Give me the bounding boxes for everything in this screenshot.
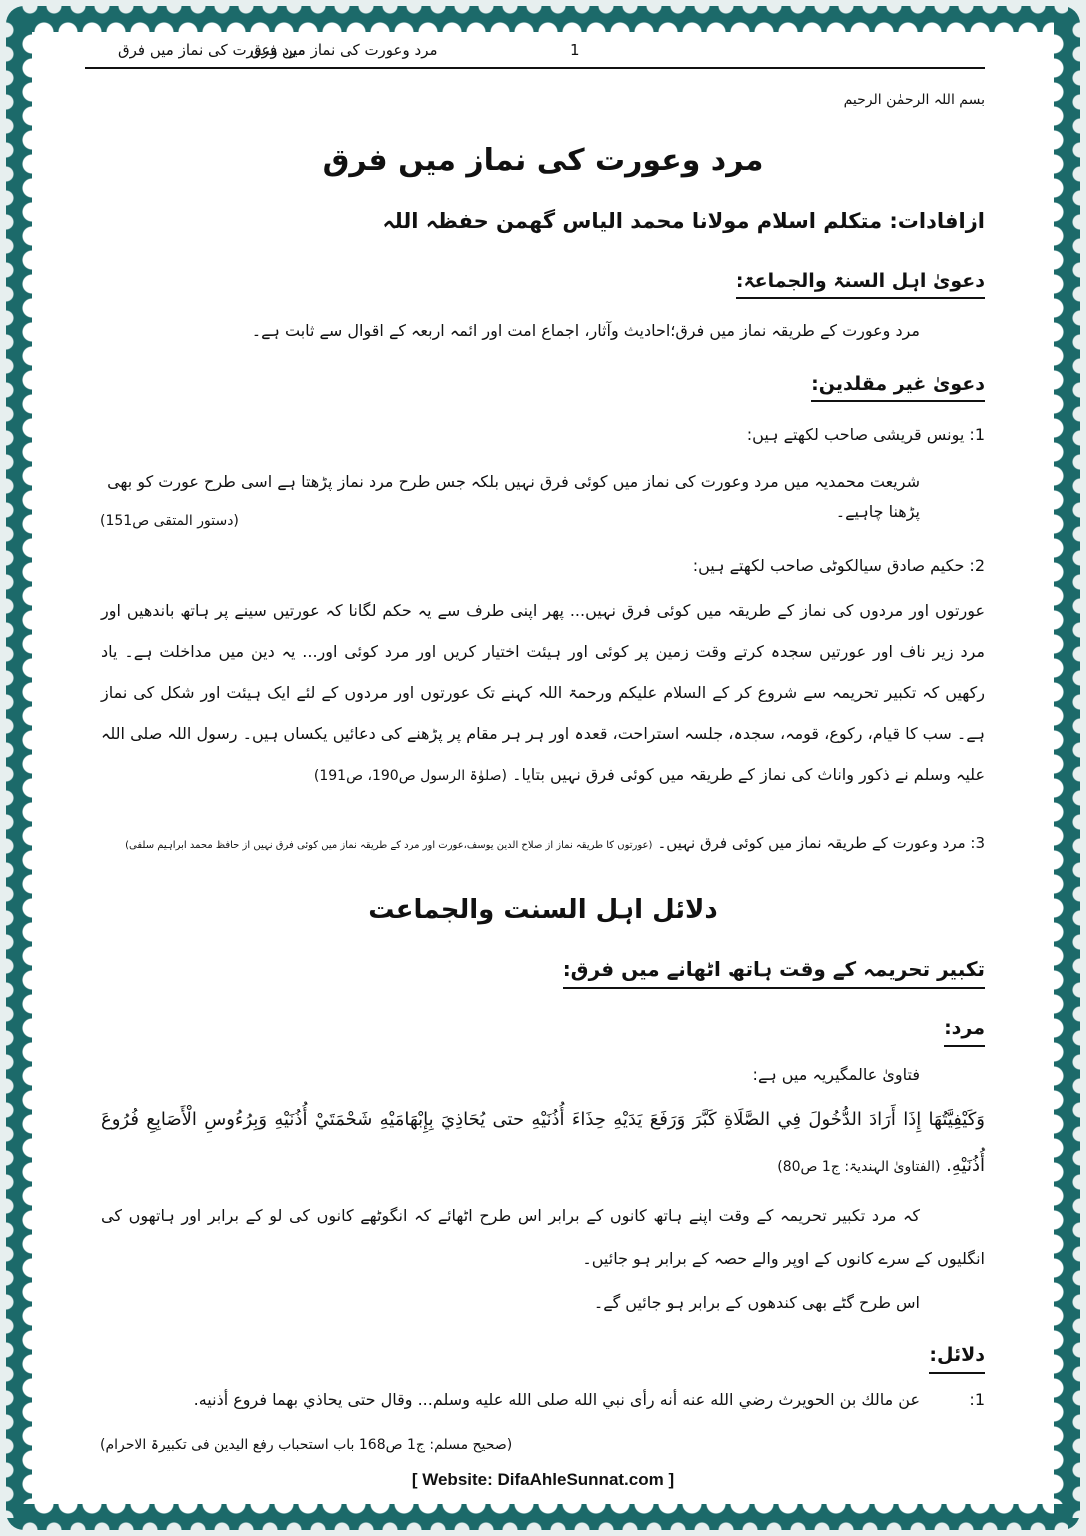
arabic-reference: (الفتاویٰ الہندیۃ: ج1 ص80) [777, 1159, 941, 1175]
proofs-section [929, 1339, 985, 1374]
proof-1-text: عن مالك بن الحويرث رضي الله عنه أنه رأى نبي الله صلى الله عليه وسلم... وقال حتى يحاذي بهما فروع أذنيه. [193, 1390, 920, 1409]
page-title: مرد وعورت کی نماز میں فرق [322, 143, 764, 178]
header-rule [85, 67, 985, 69]
header-title-left: مرد وعورت کی نماز میں فرق [118, 41, 306, 59]
author-line: ازافادات: متکلم اسلام مولانا محمد الیاس گھمن حفظہ اللہ [382, 209, 985, 233]
item-3-line [95, 832, 985, 857]
item-2-reference: (صلوٰۃ الرسول ص190، ص191) [313, 768, 507, 784]
item-2-paragraph [101, 590, 985, 797]
item-1-label: 1: یونس قریشی صاحب لکھتے ہیں: [746, 425, 985, 444]
claim-ahle-sunnat-text: مرد وعورت کے طریقہ نماز میں فرق؛احادیث وآثار، اجماع امت اور ائمہ اربعہ کے اقوال سے ثابت ہے۔ [251, 321, 920, 340]
page-number: 1 [570, 41, 580, 59]
claim-ghair-muqallideen-section [811, 369, 985, 402]
border-scallop-outer-left [6, 18, 14, 1518]
item-1-quote: شریعت محمدیہ میں مرد وعورت کی نماز میں کوئی فرق نہیں بلکہ جس طرح مرد نماز پڑھتا ہے اسی طرح عورت کو بھی پڑھنا چاہیے۔ [107, 472, 920, 521]
header-title-right: مرد وعورت کی نماز میں فرق [250, 41, 438, 59]
claim-ghair-muqallideen-heading: دعویٰ غیر مقلدین: [811, 369, 985, 402]
translation-note: اس طرح گٹے بھی کندھوں کے برابر ہو جائیں گے۔ [593, 1293, 920, 1312]
men-section [944, 1012, 985, 1047]
arabic-text: وَكَيْفِيَّتُهَا إِذَا أَرَادَ الدُّخُولَ فِي الصَّلَاةِ كَبَّرَ وَرَفَعَ يَدَيْهِ حِذَاءَ أُذُنَيْهِ حتى يُحَاذِيَ بِإِبْهَامَيْهِ شَحْمَتَيْ أُذُنَيْهِ وَبِرُءُوسِ الْأَصَابِعِ فُرُوعَ أُذُنَيْهِ. [101, 1109, 985, 1176]
border-scallop-inner-left [20, 32, 32, 1504]
translation-paragraph: کہ مرد تکبیر تحریمہ کے وقت اپنے ہاتھ کانوں کے برابر اس طرح اٹھائے کہ انگوٹھے کانوں کی لو کے برابر اور ہاتھوں کی انگلیوں کے سرے کانوں کے اوپر والے حصہ کے برابر ہو جائیں۔ [101, 1206, 985, 1268]
border-scallop-inner-right [1054, 32, 1066, 1504]
evidence-heading: دلائل اہل السنت والجماعت [368, 895, 718, 925]
border-scallop-inner-bottom [32, 1504, 1054, 1516]
border-scallop-outer-top [18, 6, 1068, 14]
proof-1-reference: (صحیح مسلم: ج1 ص168 باب استحباب رفع الیدین فی تکبیرۃ الاحرام) [100, 1437, 513, 1453]
claim-ahle-sunnat-heading: دعویٰ اہل السنۃ والجماعۃ: [736, 266, 985, 299]
claim-ahle-sunnat-section [736, 266, 985, 299]
evidence-topic-section [563, 952, 985, 989]
item-2-quote: عورتوں اور مردوں کی نماز کے طریقہ میں کوئی فرق نہیں... پھر اپنی طرف سے یہ حکم لگانا کہ عورتیں سینے پر ہاتھ باندھیں اور مرد زیر ناف اور عورتیں سجدہ کرتے وقت زمین پر کوئی اور ہیئت اختیار کریں اور مرد کوئی اور... یہ دین میں مداخلت ہے۔ یاد رکھیں کہ تکبیر تحریمہ سے شروع کر کے السلام علیکم ورحمۃ اللہ کہنے تک عورتوں اور مردوں کے لئے ایک ہیئت اور شکل کی نماز ہے۔ سب کا قیام، رکوع، قومہ، سجدہ، جلسہ استراحت، قعدہ اور ہر ہر مقام پر پڑھنے کی دعائیں یکساں ہیں۔ رسول اللہ صلی اللہ علیہ وسلم نے ذکور واناث کی نماز کے طریقہ میں کوئی فرق نہیں بتایا۔ [101, 601, 985, 784]
proofs-heading: دلائل: [929, 1339, 985, 1374]
border-scallop-outer-right [1072, 18, 1080, 1518]
arabic-paragraph [101, 1097, 985, 1190]
men-heading: مرد: [944, 1012, 985, 1047]
border-scallop-inner-top [32, 20, 1054, 32]
evidence-topic-heading: تکبیر تحریمہ کے وقت ہاتھ اٹھانے میں فرق: [563, 952, 985, 989]
proof-1-number: 1: [969, 1390, 985, 1409]
item-2-label: 2: حکیم صادق سیالکوٹی صاحب لکھتے ہیں: [692, 556, 985, 575]
bismillah: بسم اللہ الرحمٰن الرحیم [843, 92, 985, 108]
item-3-reference: (عورتوں کا طریقہ نماز از صلاح الدین یوسف،عورت اور مرد کے طریقہ نماز میں کوئی فرق نہیں از حافظ محمد ابراہیم سلفی) [125, 840, 653, 851]
border-scallop-outer-bottom [18, 1522, 1068, 1530]
source-intro: فتاویٰ عالمگیریہ میں ہے: [752, 1065, 920, 1084]
footer-website: [ Website: DifaAhleSunnat.com ] [411, 1470, 675, 1489]
item-1-reference: (دستور المتقی ص151) [100, 513, 239, 529]
item-3-label: 3: مرد وعورت کے طریقہ نماز میں کوئی فرق نہیں۔ [657, 834, 985, 852]
